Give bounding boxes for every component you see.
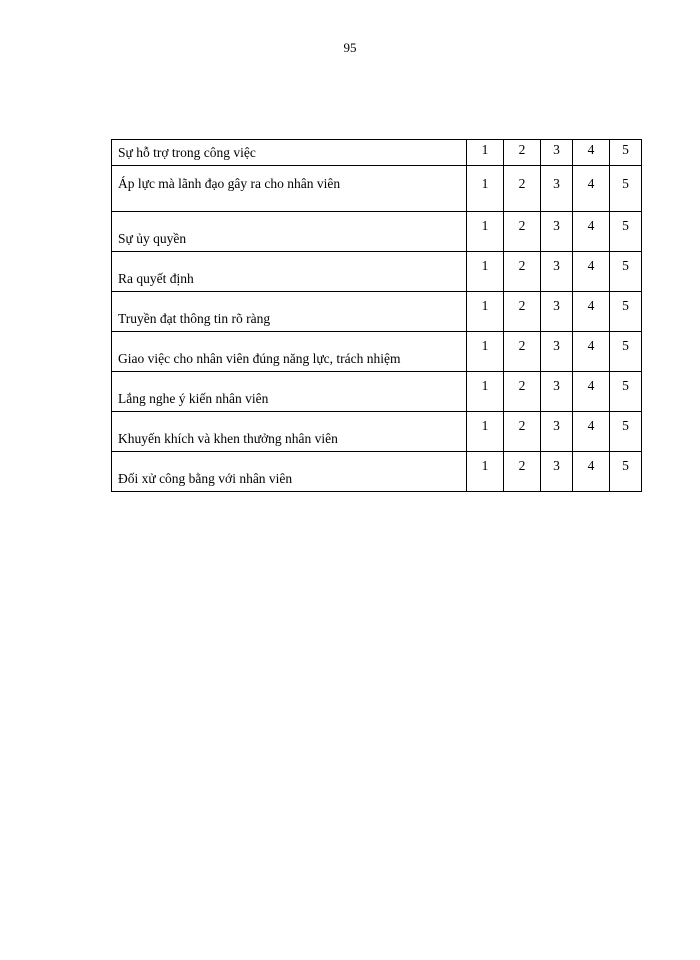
row-label: Đối xử công bằng với nhân viên xyxy=(112,452,467,492)
score-cell: 5 xyxy=(610,252,642,292)
table-row xyxy=(112,332,642,372)
score-cell: 5 xyxy=(610,452,642,492)
score-cell: 2 xyxy=(504,452,541,492)
score-cell: 2 xyxy=(504,140,541,166)
row-label: Ra quyết định xyxy=(112,252,467,292)
score-cell: 3 xyxy=(541,212,573,252)
table-row xyxy=(112,412,642,452)
row-label: Giao việc cho nhân viên đúng năng lực, trách nhiệm xyxy=(112,332,467,372)
score-cell: 4 xyxy=(573,166,610,212)
score-cell: 2 xyxy=(504,166,541,212)
row-label: Lắng nghe ý kiến nhân viên xyxy=(112,372,467,412)
score-cell: 2 xyxy=(504,212,541,252)
score-cell: 1 xyxy=(467,212,504,252)
score-cell: 3 xyxy=(541,412,573,452)
score-cell: 3 xyxy=(541,452,573,492)
score-cell: 4 xyxy=(573,372,610,412)
likert-table xyxy=(111,139,642,492)
score-cell: 5 xyxy=(610,140,642,166)
table-row xyxy=(112,212,642,252)
score-cell: 2 xyxy=(504,252,541,292)
score-cell: 5 xyxy=(610,292,642,332)
score-cell: 4 xyxy=(573,212,610,252)
table-row xyxy=(112,166,642,212)
score-cell: 4 xyxy=(573,332,610,372)
row-label: Áp lực mà lãnh đạo gây ra cho nhân viên xyxy=(112,166,467,212)
score-cell: 5 xyxy=(610,372,642,412)
row-label: Khuyến khích và khen thưởng nhân viên xyxy=(112,412,467,452)
score-cell: 1 xyxy=(467,252,504,292)
table-row xyxy=(112,140,642,166)
table-row xyxy=(112,292,642,332)
table-row xyxy=(112,452,642,492)
score-cell: 3 xyxy=(541,372,573,412)
score-cell: 2 xyxy=(504,372,541,412)
score-cell: 1 xyxy=(467,332,504,372)
score-cell: 4 xyxy=(573,452,610,492)
score-cell: 5 xyxy=(610,412,642,452)
score-cell: 2 xyxy=(504,332,541,372)
score-cell: 3 xyxy=(541,292,573,332)
score-cell: 1 xyxy=(467,372,504,412)
score-cell: 1 xyxy=(467,452,504,492)
table-row xyxy=(112,252,642,292)
score-cell: 1 xyxy=(467,292,504,332)
score-cell: 5 xyxy=(610,166,642,212)
score-cell: 2 xyxy=(504,292,541,332)
score-cell: 2 xyxy=(504,412,541,452)
score-cell: 3 xyxy=(541,140,573,166)
score-cell: 5 xyxy=(610,212,642,252)
score-cell: 5 xyxy=(610,332,642,372)
row-label: Sự hỗ trợ trong công việc xyxy=(112,140,467,166)
page-number: 95 xyxy=(343,40,357,55)
score-cell: 4 xyxy=(573,412,610,452)
score-cell: 1 xyxy=(467,412,504,452)
row-label: Truyền đạt thông tin rõ ràng xyxy=(112,292,467,332)
score-cell: 3 xyxy=(541,252,573,292)
score-cell: 4 xyxy=(573,140,610,166)
score-cell: 3 xyxy=(541,332,573,372)
score-cell: 4 xyxy=(573,292,610,332)
score-cell: 3 xyxy=(541,166,573,212)
score-cell: 1 xyxy=(467,166,504,212)
row-label: Sự ủy quyền xyxy=(112,212,467,252)
score-cell: 4 xyxy=(573,252,610,292)
table-row xyxy=(112,372,642,412)
score-cell: 1 xyxy=(467,140,504,166)
